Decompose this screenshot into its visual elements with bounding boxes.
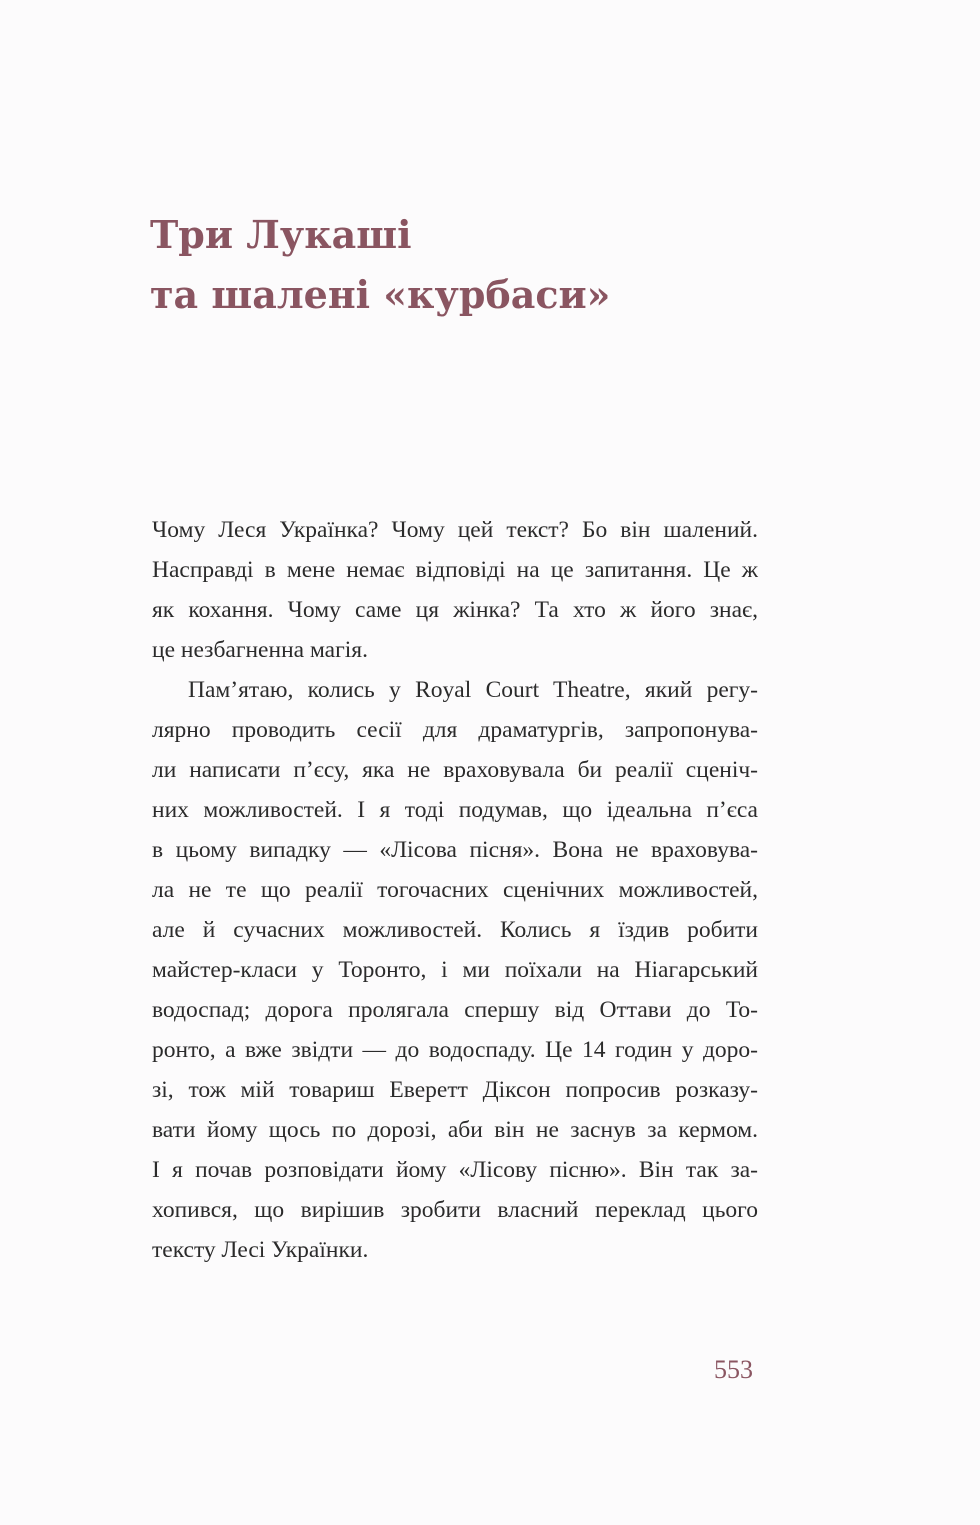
text-line: ронто, а вже звідти — до водоспаду. Це 14 годин у доро- [152, 1037, 758, 1063]
text-line: вати йому щось по дорозі, аби він не заснув за кермом. [152, 1117, 758, 1143]
text-line: лярно проводить сесії для драматургів, запропонува- [152, 717, 758, 743]
text-line: хопився, що вирішив зробити власний переклад цього [152, 1197, 758, 1223]
text-line: зі, тож мій товариш Еверетт Діксон попросив розказу- [152, 1077, 758, 1103]
paragraph-1 [152, 510, 758, 670]
text-line: них можливостей. І я тоді подумав, що ідеальна п’єса [152, 797, 758, 823]
text-line: але й сучасних можливостей. Колись я їздив робити [152, 917, 758, 943]
text-line: в цьому випадку — «Лісова пісня». Вона не враховува- [152, 837, 758, 863]
text-line: Насправді в мене немає відповіді на це запитання. Це ж [152, 557, 758, 583]
chapter-title-line-2: та шалені «курбаси» [150, 272, 611, 317]
text-line: Чому Леся Українка? Чому цей текст? Бо він шалений. [152, 517, 758, 543]
body-text [152, 510, 758, 1270]
chapter-title-line-1: Три Лукаші [150, 212, 412, 257]
text-line: ли написати п’єсу, яка не враховувала би реалії сценіч- [152, 757, 758, 783]
text-line: ла не те що реалії тогочасних сценічних можливостей, [152, 877, 758, 903]
text-line: І я почав розповідати йому «Лісову пісню». Він так за- [152, 1157, 758, 1183]
page-number: 553 [714, 1355, 753, 1384]
text-line: це незбагненна магія. [152, 637, 368, 663]
text-line: майстер-класи у Торонто, і ми поїхали на Ніагарський [152, 957, 758, 983]
chapter-title [150, 205, 790, 325]
text-line: водоспад; дорога пролягала спершу від Оттави до То- [152, 997, 758, 1023]
paragraph-2 [152, 670, 758, 1270]
text-line: тексту Лесі Українки. [152, 1237, 369, 1263]
text-line: як кохання. Чому саме ця жінка? Та хто ж його знає, [152, 597, 758, 623]
text-line: Пам’ятаю, колись у Royal Court Theatre, який регу- [188, 677, 758, 703]
